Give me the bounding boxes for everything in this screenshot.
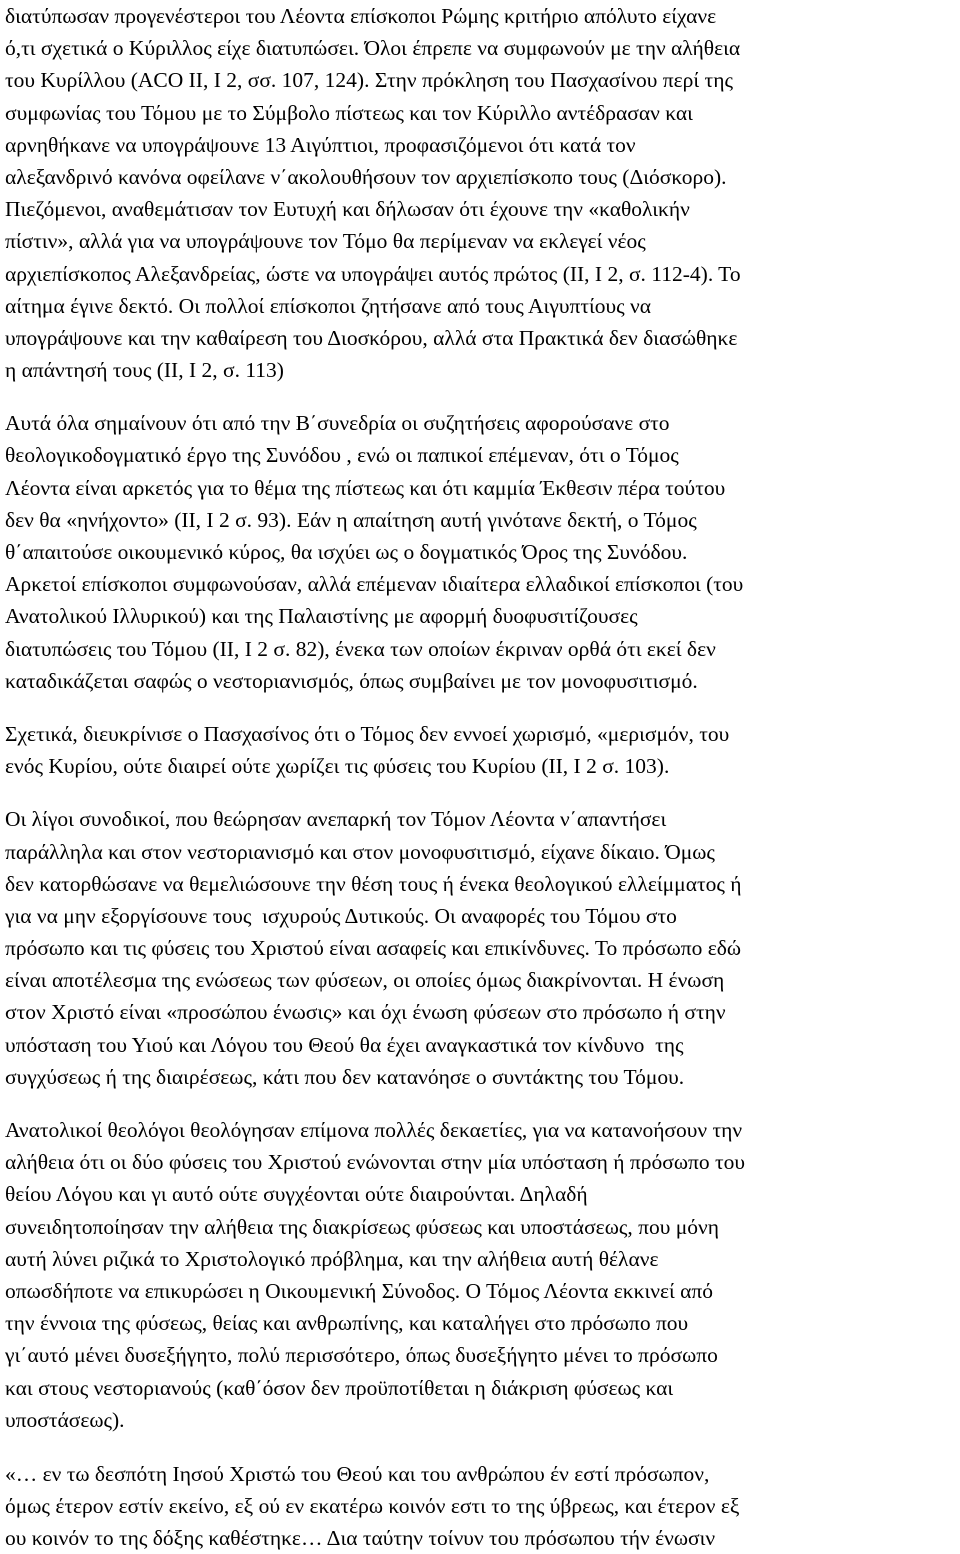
text-line: αλεξανδρινό κανόνα οφείλανε ν΄ακολουθήσουν τον αρχιεπίσκοπο τους (Διόσκορο). — [5, 164, 727, 189]
text-line: καταδικάζεται σαφώς ο νεστοριανισμός, όπως συμβαίνει με τον μονοφυσιτισμό. — [5, 668, 698, 693]
text-line: δεν θα «ηνήχοντο» (II, I 2 σ. 93). Εάν η απαίτηση αυτή γινότανε δεκτή, ο Τόμος — [5, 507, 697, 532]
text-line: διατυπώσεις του Τόμου (II, I 2 σ. 82), ένεκα των οποίων έκριναν ορθά ότι εκεί δεν — [5, 636, 716, 661]
document-page — [5, 0, 955, 1554]
text-line: ό,τι σχετικά ο Κύριλλος είχε διατυπώσει. Όλοι έπρεπε να συμφωνούν με την αλήθεια — [5, 36, 741, 61]
text-line: συνειδητοποίησαν την αλήθεια της διακρίσεως φύσεως και υποστάσεως, που μόνη — [5, 1214, 719, 1239]
text-line: συμφωνίας του Τόμου με το Σύμβολο πίστεως και τον Κύριλλο αντέδρασαν και — [5, 100, 693, 125]
text-line: πρόσωπο και τις φύσεις του Χριστού είναι ασαφείς και επικίνδυνες. Το πρόσωπο εδώ — [5, 936, 742, 961]
text-line: γι΄αυτό μένει δυσεξήγητο, πολύ περισσότερο, όπως δυσεξήγητο μένει το πρόσωπο — [5, 1343, 718, 1368]
text-line: Λέοντα είναι αρκετός για το θέμα της πίστεως και ότι καμμία Έκθεσιν πέρα τούτου — [5, 475, 726, 500]
text-line: του Κυρίλλου (ACO II, I 2, σσ. 107, 124). Στην πρόκληση του Πασχασίνου περί της — [5, 68, 733, 93]
text-line: ου κοινόν το της δόξης καθέστηκε… Δια ταύτην τοίνυν του πρόσωπου τήν ένωσιν — [5, 1526, 716, 1551]
text-line: θ΄απαιτούσε οικουμενικό κύρος, θα ισχύει ως ο δογματικός Όρος της Συνόδου. — [5, 540, 688, 564]
text-line: συγχύσεως ή της διαιρέσεως, κάτι που δεν κατανόησε ο συντάκτης του Τόμου. — [5, 1064, 685, 1089]
text-line: Οι λίγοι συνοδικοί, που θεώρησαν ανεπαρκή τον Τόμον Λέοντα ν΄απαντήσει — [5, 807, 667, 832]
text-line: πίστιν», αλλά για να υπογράψουνε τον Τόμο θα περίμεναν να εκλεγεί νέος — [5, 229, 646, 254]
text-line: η απάντησή τους (II, I 2, σ. 113) — [5, 358, 284, 383]
text-line: ενός Κυρίου, ούτε διαιρεί ούτε χωρίζει τις φύσεις του Κυρίου (II, I 2 σ. 103). — [5, 754, 670, 779]
paragraph-spacer — [5, 697, 955, 718]
paragraph-6 — [5, 1458, 955, 1554]
text-line: Αυτά όλα σημαίνουν ότι από την Β΄συνεδρία οι συζητήσεις αφορούσανε στο — [5, 411, 670, 436]
paragraph-2 — [5, 407, 955, 697]
text-line: δεν κατορθώσανε να θεμελιώσουνε την θέση τους ή ένεκα θεολογικού ελλείμματος ή — [5, 871, 742, 896]
text-line: είναι αποτέλεσμα της ενώσεως των φύσεων, οι οποίες όμως διακρίνονται. Η ένωση — [5, 968, 725, 993]
text-line: «… εν τω δεσπότη Ιησού Χριστώ του Θεού και του ανθρώπου έν εστί πρόσωπον, — [5, 1461, 710, 1486]
text-line: Ανατολικοί θεολόγοι θεολόγησαν επίμονα πολλές δεκαετίες, για να κατανοήσουν την — [5, 1118, 743, 1142]
text-line: αρχιεπίσκοπος Αλεξανδρείας, ώστε να υπογράψει αυτός πρώτος (II, I 2, σ. 112-4). Το — [5, 261, 741, 286]
text-line: υπόσταση του Υιού και Λόγου του Θεού θα έχει αναγκαστικά τον κίνδυνο της — [5, 1032, 684, 1057]
text-line: για να μην εξοργίσουνε τους ισχυρούς Δυτικούς. Οι αναφορές του Τόμου στο — [5, 903, 677, 928]
paragraph-spacer — [5, 1093, 955, 1114]
paragraph-5 — [5, 1114, 955, 1436]
paragraph-spacer — [5, 1436, 955, 1458]
text-line: θείου Λόγου και γι αυτό ούτε συγχέονται ούτε διαιρούνται. Δηλαδή — [5, 1182, 588, 1207]
text-line: οπωσδήποτε να επικυρώσει η Οικουμενική Σύνοδος. Ο Τόμος Λέοντα εκκινεί από — [5, 1278, 714, 1303]
text-line: αυτή λύνει ριζικά το Χριστολογικό πρόβλημα, και την αλήθεια αυτή θέλανε — [5, 1246, 659, 1271]
text-line: Πιεζόμενοι, αναθεμάτισαν τον Ευτυχή και δήλωσαν ότι έχουνε την «καθολικήν — [5, 197, 690, 222]
text-line: παράλληλα και στον νεστοριανισμό και στον μονοφυσιτισμό, είχανε δίκαιο. Όμως — [5, 839, 715, 864]
paragraph-spacer — [5, 782, 955, 803]
text-line: Σχετικά, διευκρίνισε ο Πασχασίνος ότι ο Τόμος δεν εννοεί χωρισμό, «μερισμόν, του — [5, 721, 730, 746]
paragraph-4 — [5, 803, 955, 1093]
text-line: αρνηθήκανε να υπογράψουνε 13 Αιγύπτιοι, προφασιζόμενοι ότι κατά τον — [5, 132, 636, 157]
text-line: στον Χριστό είναι «προσώπου ένωσις» και όχι ένωση φύσεων στο πρόσωπο ή στην — [5, 1000, 726, 1025]
text-line: υπογράψουνε και την καθαίρεση του Διοσκόρου, αλλά στα Πρακτικά δεν διασώθηκε — [5, 325, 738, 350]
paragraph-3 — [5, 718, 955, 782]
paragraph-1 — [5, 0, 955, 386]
text-line: αλήθεια ότι οι δύο φύσεις του Χριστού ενώνονται στην μία υπόσταση ή πρόσωπο του — [5, 1150, 745, 1175]
text-line: αίτημα έγινε δεκτό. Οι πολλοί επίσκοποι ζητήσανε από τους Αιγυπτίους να — [5, 293, 652, 318]
text-line: και στους νεστοριανούς (καθ΄όσον δεν προϋποτίθεται η διάκριση φύσεως και — [5, 1375, 674, 1400]
text-line: διατύπωσαν προγενέστεροι του Λέοντα επίσκοποι Ρώμης κριτήριο απόλυτο είχανε — [5, 4, 717, 28]
text-line: όμως έτερον εστίν εκείνο, εξ ού εν εκατέρω κοινόν εστι το της ύβρεως, και έτερον εξ — [5, 1494, 740, 1519]
paragraph-spacer — [5, 386, 955, 407]
text-line: Αρκετοί επίσκοποι συμφωνούσαν, αλλά επέμεναν ιδιαίτερα ελλαδικοί επίσκοποι (του — [5, 572, 744, 597]
text-line: Ανατολικού Ιλλυρικού) και της Παλαιστίνης με αφορμή δυοφυσιτίζουσες — [5, 604, 638, 629]
text-line: θεολογικοδογματικό έργο της Συνόδου , ενώ οι παπικοί επέμεναν, ότι ο Τόμος — [5, 443, 679, 468]
text-line: την έννοια της φύσεως, θείας και ανθρωπίνης, και καταλήγει στο πρόσωπο που — [5, 1311, 689, 1336]
text-line: υποστάσεως). — [5, 1407, 125, 1432]
